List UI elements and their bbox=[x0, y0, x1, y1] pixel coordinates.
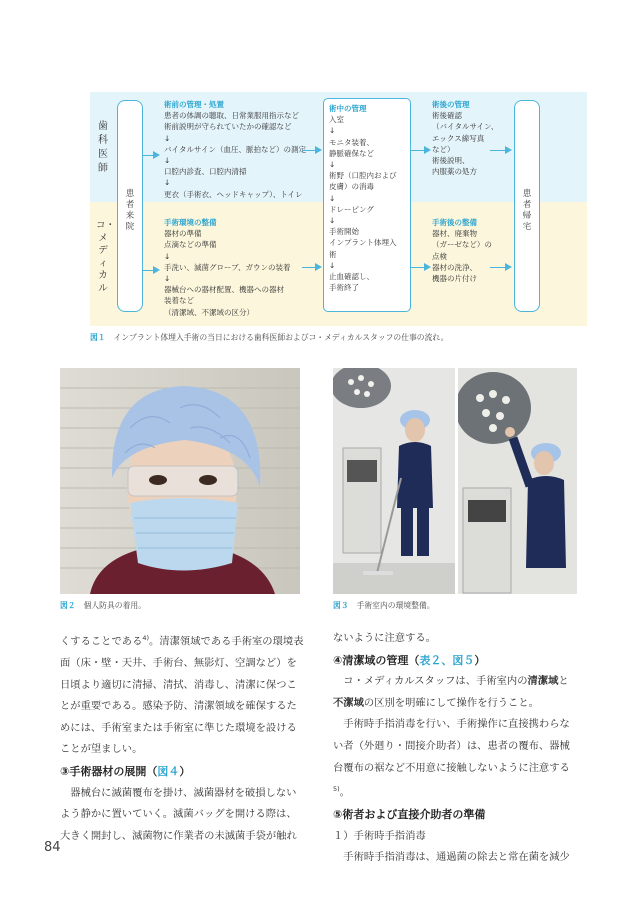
patient-exit-pill bbox=[514, 100, 540, 312]
body-right-column bbox=[333, 628, 578, 869]
page-number: 84 bbox=[44, 840, 61, 855]
arrow-to-exit-top bbox=[490, 150, 510, 151]
right-p2-ref: 5) bbox=[333, 785, 340, 794]
section4-title: ④清潔域の管理（ bbox=[333, 653, 420, 667]
figure1-caption-num: 図１ bbox=[90, 333, 106, 342]
patient-exit-label: 患者帰宅 bbox=[522, 189, 532, 232]
section3-close: ） bbox=[179, 764, 191, 778]
figure3-photo-left bbox=[333, 368, 455, 594]
right-paragraph-3: 手術時手指消毒は、通過菌の除去と常在菌を減少 bbox=[343, 851, 570, 864]
left-p1-text-a: くすることである bbox=[60, 635, 143, 648]
section3-heading bbox=[60, 761, 305, 783]
right-paragraph-2 bbox=[333, 714, 578, 804]
pre-mgmt-body: 患者の体調の聴取、日常業服用指示など 術前説明が守られていたかの確認など ↓ バイタルサイン（血圧、脈拍など）の測定 ↓ 口腔内診査、口腔内清掃 ↓ 更衣（手術衣、ヘッドキャップ）、トイレ bbox=[164, 111, 306, 199]
env-prep-title: 手術環境の整備 bbox=[164, 218, 217, 227]
figure3-photo-right bbox=[458, 368, 577, 594]
right-paragraph-0: ないように注意する。 bbox=[333, 632, 436, 644]
intra-body: 入室 ↓ モニタ装着、 静脈確保など ↓ 術野（口腔内および 皮膚）の消毒 ↓ ドレーピング ↓ 手術開始 インプラント体埋入 術 ↓ 止血確認し、 手術終了 bbox=[329, 115, 397, 293]
right-p2-text-b: 。 bbox=[339, 786, 350, 799]
env-prep-block bbox=[164, 217, 291, 318]
left-p1-ref: 4) bbox=[142, 634, 150, 642]
left-paragraph-1 bbox=[60, 628, 305, 761]
post-env-body: 器材、廃棄物 （ガーゼなど）の 点検 器材の洗浄、 機器の片付け bbox=[432, 229, 492, 284]
section4-ref[interactable]: 表２、図５ bbox=[419, 653, 475, 667]
right-p1-text-d: の区別を明確にして操作を行うこと。 bbox=[363, 696, 539, 709]
post-title: 術後の管理 bbox=[432, 100, 470, 109]
figure2-caption-text: 個人防具の着用。 bbox=[83, 601, 146, 610]
figure1-diagram bbox=[90, 92, 587, 326]
right-p1-text-a: コ・メディカルスタッフは、手術室内の bbox=[343, 675, 528, 688]
arrow-to-intra-bottom bbox=[302, 267, 320, 268]
pre-mgmt-block bbox=[164, 99, 306, 200]
section4-close: ） bbox=[474, 653, 486, 667]
section3-ref[interactable]: 図４ bbox=[157, 764, 180, 778]
section3-title: ③手術器材の展開（ bbox=[60, 764, 158, 778]
figure3-caption bbox=[333, 600, 435, 611]
arrow-to-exit-bottom bbox=[490, 267, 510, 268]
post-body: 術後確認 （バイタルサイン、 エックス線写真 など） 術後説明、 内服薬の処方 bbox=[432, 111, 499, 177]
figure3-caption-text: 手術室内の環境整備。 bbox=[356, 601, 435, 610]
arrow-to-post bbox=[411, 150, 429, 151]
patient-arrival-label: 患者来院 bbox=[125, 189, 135, 232]
arrow-to-post-env bbox=[411, 267, 429, 268]
arrow-to-env bbox=[142, 270, 158, 271]
unclean-zone-term: 不潔域 bbox=[333, 696, 364, 709]
body-left-column bbox=[60, 628, 305, 847]
dentist-label: 歯科医師 bbox=[98, 121, 108, 174]
figure2-photo bbox=[60, 368, 300, 594]
left-p1-text-b: 。清潔領域である手術室の環境表面（床・壁・天井、手術台、無影灯、空調など）を日頃より適切に清掃、清拭、消毒し、清潔に保つことが重要である。感染予防、清潔領域を確保するためには、手術室または手術室に準じた環境を設けることが望ましい。 bbox=[60, 635, 304, 756]
floor-cleaning-illustration bbox=[333, 368, 455, 594]
codental-label: コ・メディカル bbox=[96, 220, 116, 294]
right-paragraph-1 bbox=[333, 671, 578, 714]
figure2-caption-num: 図２ bbox=[60, 601, 76, 610]
figure1-caption bbox=[90, 332, 448, 343]
figure3-caption-num: 図３ bbox=[333, 601, 349, 610]
post-env-title: 手術後の整備 bbox=[432, 218, 477, 227]
clean-zone-term: 清潔域 bbox=[527, 675, 559, 688]
intra-title: 術中の管理 bbox=[329, 104, 367, 113]
env-prep-body: 器材の準備 点滴などの準備 ↓ 手洗い、滅菌グローブ、ガウンの装着 ↓ 器械台への器材配置、機器への器材 装着など （清潔域、不潔域の区分） bbox=[164, 229, 291, 317]
figure2-caption bbox=[60, 600, 146, 611]
ppe-face-illustration bbox=[60, 368, 300, 594]
post-env-block bbox=[432, 217, 492, 284]
figure1-caption-text: インプラント体埋入手術の当日における歯科医師およびコ・メディカルスタッフの仕事の流れ。 bbox=[113, 333, 449, 342]
intra-op-box bbox=[323, 98, 411, 312]
section4-heading bbox=[333, 650, 578, 672]
left-paragraph-2: 器械台に滅菌覆布を掛け、滅菌器材を破損しないよう静かに置いていく。滅菌バッグを開ける際は、大きく開封し、滅菌物に作業者の未滅菌手袋が触れ bbox=[60, 786, 297, 842]
light-wiping-illustration bbox=[458, 368, 577, 594]
pre-mgmt-title: 術前の管理・処置 bbox=[164, 100, 224, 109]
right-p1-text-c: と bbox=[558, 675, 569, 688]
post-block bbox=[432, 99, 498, 177]
right-p2-text-a: 手術時手指消毒を行い、手術操作に直接携わらない者（外廻り・間接介助者）は、患者の覆布、器械台覆布の裾など不用意に接触しないように注意する bbox=[333, 718, 570, 774]
section5-heading: ⑤術者および直接介助者の準備 bbox=[333, 808, 486, 822]
intra-block bbox=[329, 103, 397, 293]
arrow-to-intra-top bbox=[302, 150, 320, 151]
patient-arrival-pill bbox=[117, 100, 143, 312]
arrow-to-pre bbox=[142, 155, 158, 156]
subsection-1-heading: １）手術時手指消毒 bbox=[333, 829, 426, 842]
